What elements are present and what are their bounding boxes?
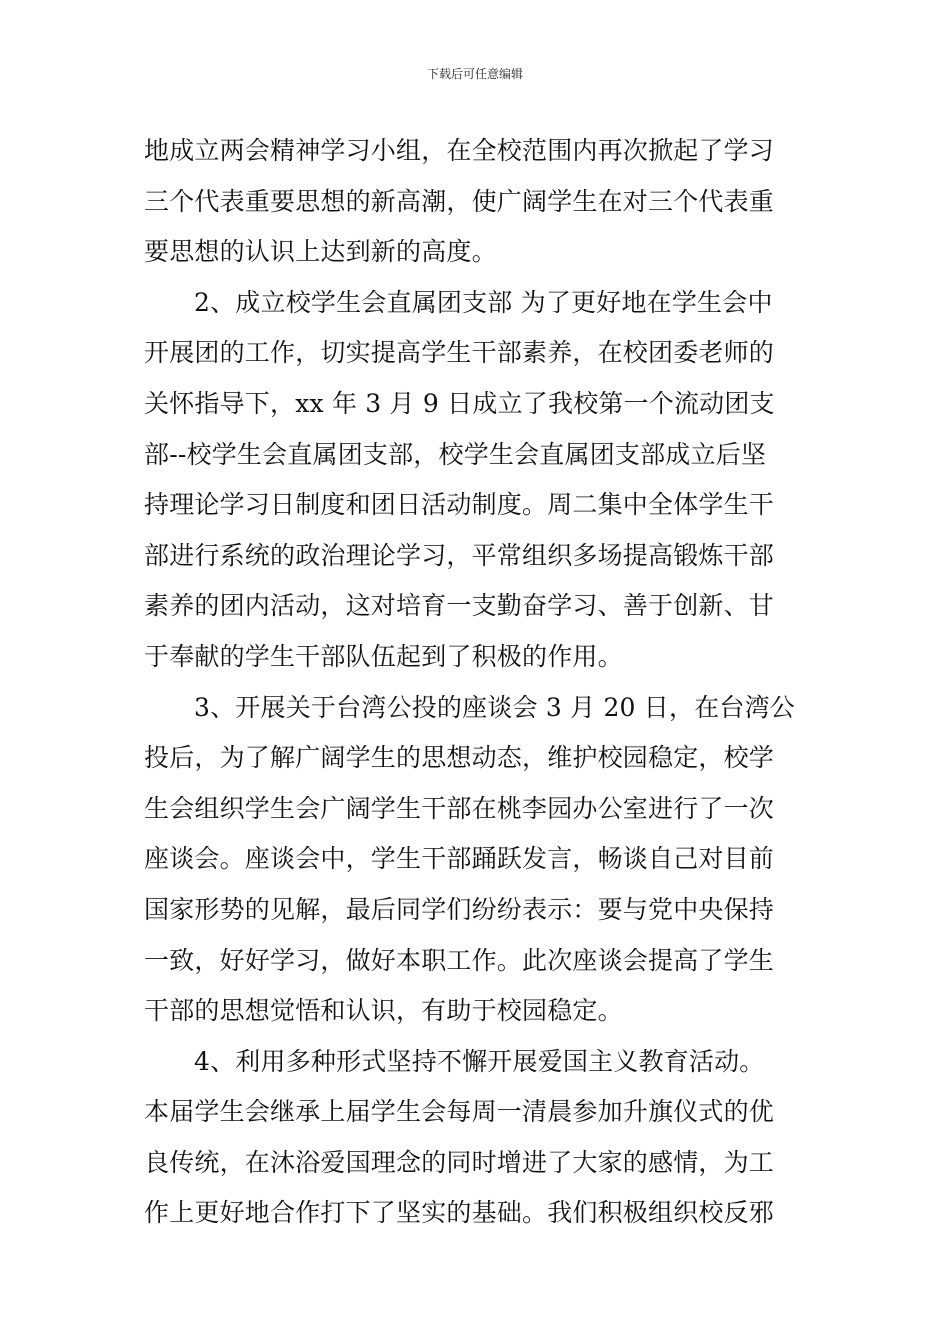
text-line: 干部的思想觉悟和认识，有助于校园稳定。 <box>144 996 623 1026</box>
text-line: 作上更好地合作打下了坚实的基础。我们积极组织校反邪 <box>144 1198 775 1228</box>
text-line: 要思想的认识上达到新的高度。 <box>144 237 497 267</box>
document-body <box>144 126 806 1239</box>
text-line: 投后，为了解广阔学生的思想动态，维护校园稳定，校学 <box>144 743 775 773</box>
text-line: 部--校学生会直属团支部，校学生会直属团支部成立后坚 <box>144 439 767 469</box>
text-line: 部进行系统的政治理论学习，平常组织多场提高锻炼干部 <box>144 540 775 570</box>
text-line: 2、成立校学生会直属团支部 为了更好地在学生会中 <box>194 287 773 317</box>
text-line: 于奉献的学生干部队伍起到了积极的作用。 <box>144 641 623 671</box>
text-line: 座谈会。座谈会中，学生干部踊跃发言，畅谈自己对目前 <box>144 844 775 874</box>
page-header: 下载后可任意编辑 <box>426 67 523 81</box>
text-line: 4、利用多种形式坚持不懈开展爱国主义教育活动。 <box>194 1046 765 1076</box>
text-line: 国家形势的见解，最后同学们纷纷表示：要与党中央保持 <box>144 894 775 924</box>
text-line: 关怀指导下，xx 年 3 月 9 日成立了我校第一个流动团支 <box>144 388 775 418</box>
text-line: 良传统，在沐浴爱国理念的同时增进了大家的感情，为工 <box>144 1147 775 1177</box>
text-line: 开展团的工作，切实提高学生干部素养，在校团委老师的 <box>144 338 775 368</box>
text-line: 生会组织学生会广阔学生干部在桃李园办公室进行了一次 <box>144 793 775 823</box>
text-line: 素养的团内活动，这对培育一支勤奋学习、善于创新、甘 <box>144 591 775 621</box>
text-line: 持理论学习日制度和团日活动制度。周二集中全体学生干 <box>144 490 775 520</box>
text-line: 3、开展关于台湾公投的座谈会 3 月 20 日，在台湾公 <box>194 692 796 722</box>
text-line: 一致，好好学习，做好本职工作。此次座谈会提高了学生 <box>144 945 775 975</box>
text-line: 本届学生会继承上届学生会每周一清晨参加升旗仪式的优 <box>144 1097 775 1127</box>
text-line: 三个代表重要思想的新高潮，使广阔学生在对三个代表重 <box>144 186 775 216</box>
text-line: 地成立两会精神学习小组，在全校范围内再次掀起了学习 <box>144 136 775 165</box>
